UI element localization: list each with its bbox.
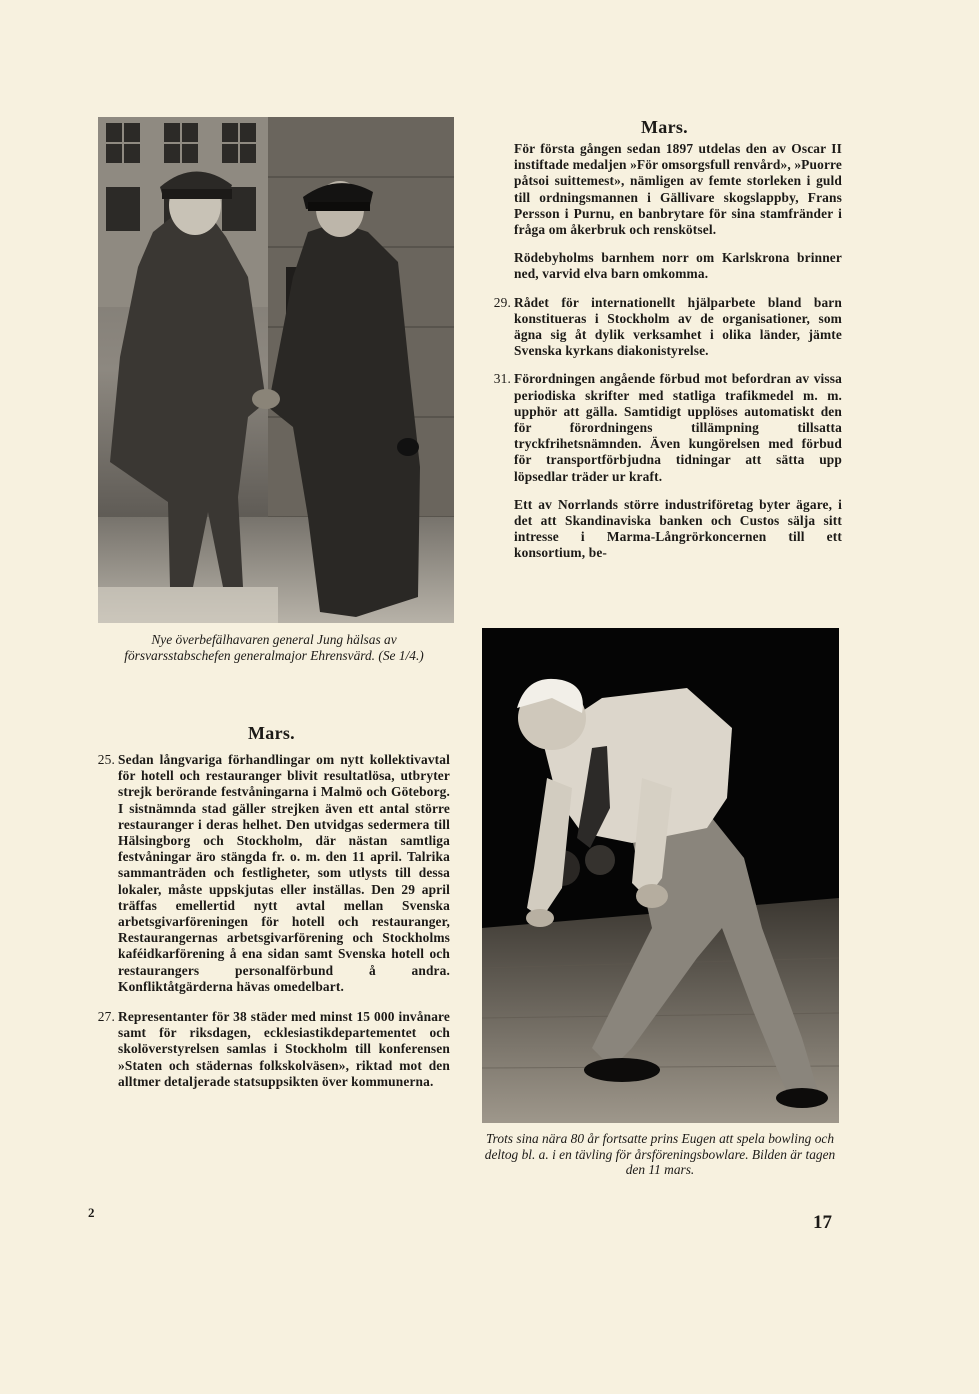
page-number: 17 bbox=[813, 1212, 832, 1233]
entry-text: För första gången sedan 1897 utdelas den av Oscar II instiftade medaljen »För omsorgsfull renvård», »Puorre påtsoi suittemest», nämligen av femte storleken i guld till ordningsmannen i Gällivare skogslappby, Frans Persson i Purnu, en banbrytare för sina stamfränder i fråga om åkerbruk och renskötsel. bbox=[514, 141, 842, 238]
photo-generals-handshake bbox=[98, 117, 454, 623]
entry-number: 31. bbox=[493, 371, 511, 387]
photo-generals-svg bbox=[98, 117, 454, 623]
bottom-left-heading: Mars. bbox=[248, 723, 295, 743]
top-right-heading: Mars. bbox=[641, 117, 688, 137]
entry-number: 27. bbox=[97, 1009, 115, 1025]
photo-bowling-svg bbox=[482, 628, 839, 1123]
entry-norrland bbox=[514, 497, 842, 562]
signature-mark: 2 bbox=[88, 1205, 95, 1220]
entry-number: 29. bbox=[493, 294, 511, 310]
photo-bowling bbox=[482, 628, 839, 1123]
entry-number: 25. bbox=[97, 752, 115, 767]
entry-29 bbox=[493, 294, 842, 360]
entry-text: Rödebyholms barnhem norr om Karlskrona brinner ned, varvid elva barn omkomma. bbox=[514, 250, 842, 282]
entry-text: Rådet för internationellt hjälparbete bland barn konstitueras i Stockholm av de organisationer, som ägna sig åt dylik verksamhet i olika länder, jämte Svenska kyrkans diakonistyrelse. bbox=[514, 294, 842, 359]
top-right-column bbox=[493, 141, 842, 574]
entry-text: Ett av Norrlands större industriföretag byter ägare, i det att Skandinaviska banken och Custos sälja sitt intresse i Marma-Långrörkoncernen till ett konsortium, be- bbox=[514, 496, 842, 561]
entry-31 bbox=[493, 371, 842, 484]
caption-bowling: Trots sina nära 80 år fortsatte prins Eugen att spela bowling och deltog bl. a. i en tävling för årsföreningsbowlare. Bilden är tagen den 11 mars. bbox=[484, 1131, 836, 1178]
entry-text: Representanter för 38 städer med minst 15 000 invånare samt för riksdagen, ecklesiastikdepartementet och skolöverstyrelsen samlas i Stockholm till konferensen »Staten och städernas folkskolväsen», riktad mot den alltmer detaljerade statsuppsikten över kommunerna. bbox=[118, 1009, 450, 1089]
caption-generals: Nye överbefälhavaren general Jung hälsas av försvarsstabschefen generalmajor Ehrensvärd. (Se 1/4.) bbox=[124, 632, 424, 663]
entry-fire bbox=[514, 250, 842, 282]
entry-27 bbox=[97, 1009, 450, 1090]
entry-text: Sedan långvariga förhandlingar om nytt kollektivavtal för hotell och restauranger blivit resultatlösa, utbryter strejk berörande festvåningarna i Malmö och Göteborg. I sistnämnda stad gäller strejken även ett antal större restauranger i deras helhet. Den utvidgas sedermera till Hälsingborg och Stockholm, där nästan samtliga festvåningar äro stängda fr. o. m. den 11 april. Talrika sammanträden och festligheter, som utlysts till dessa lokaler, måste uppskjutas eller inställas. Den 29 april träffas emellertid nytt avtal mellan Svenska arbetsgivarföreningen för hotell och restauranger, Restaurangernas arbetsgivarförening och Stockholms kaféidkarförening å ena sidan samt Svenska hotell och restaurangers personalförbund å andra. Konfliktåtgärderna hävas omedelbart. bbox=[118, 752, 450, 994]
entry-medal bbox=[514, 141, 842, 238]
bottom-left-column bbox=[97, 752, 450, 1102]
entry-25 bbox=[97, 752, 450, 995]
entry-text: Förordningen angående förbud mot befordran av vissa periodiska skrifter med statliga trafikmedel m. m. upphör att gälla. Samtidigt upplöses automatiskt den för förordningens tillämpning tillsatta tryckfrihetsnämnden. Även kungörelsen med förbud för transportförbjudna tidningar att sätta upp löpsedlar träder ur kraft. bbox=[514, 371, 842, 484]
